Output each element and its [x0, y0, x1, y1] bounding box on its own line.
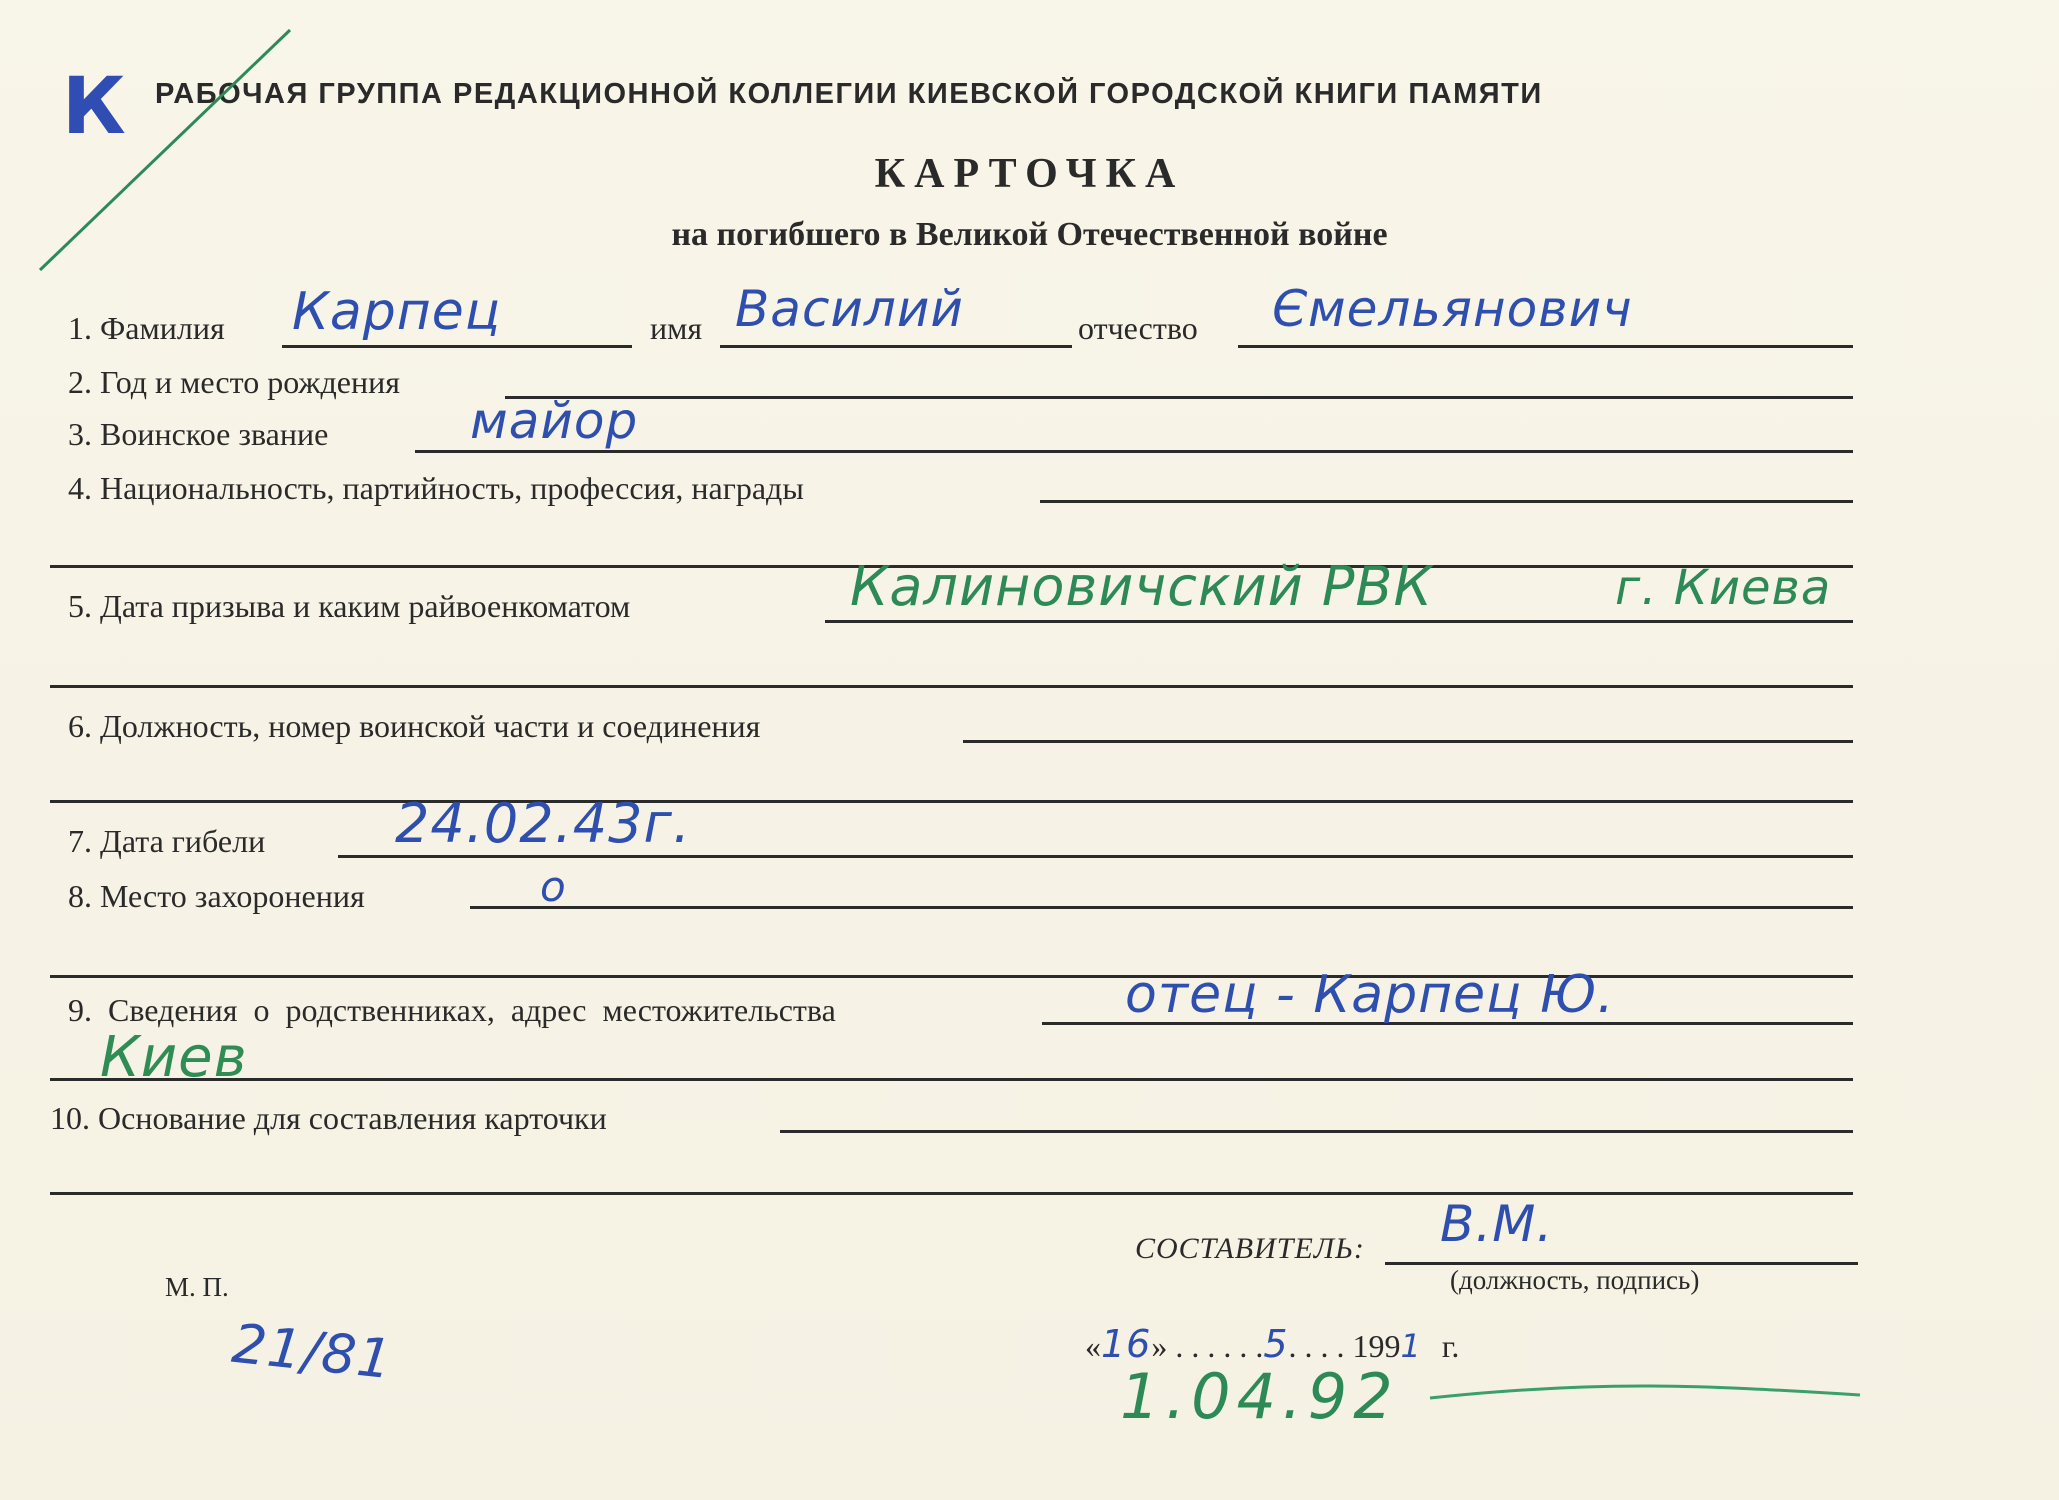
field-6-label: 6. Должность, номер воинской части и соединения: [68, 708, 761, 744]
field-9-value: отец - Карпец Ю.: [1125, 965, 1615, 1025]
field-8-value: о: [540, 862, 567, 911]
green-date-note: 1.04.92: [1120, 1360, 1399, 1433]
corner-slash-stroke: [40, 30, 290, 270]
field-1-surname-value: Карпец: [292, 282, 502, 342]
stamp-number: 21/81: [229, 1311, 396, 1392]
field-5-label: 5. Дата призыва и каким райвоенкоматом: [68, 588, 631, 624]
green-note-underline-stroke: [1430, 1386, 1860, 1398]
field-7-value: 24.02.43г.: [395, 792, 692, 855]
header-line: РАБОЧАЯ ГРУППА РЕДАКЦИОННОЙ КОЛЛЕГИИ КИЕВСКОЙ ГОРОДСКОЙ КНИГИ ПАМЯТИ: [155, 78, 1543, 110]
field-3-label: 3. Воинское звание: [68, 416, 329, 452]
date-suffix: г.: [1441, 1328, 1460, 1364]
date-mid: » . . . . . .: [1151, 1328, 1264, 1364]
field-10-label: 10. Основание для составления карточки: [50, 1100, 607, 1136]
field-1-patronymic-label: отчество: [1078, 310, 1198, 346]
date-year-digit: 1: [1400, 1327, 1422, 1365]
date-month: 5: [1263, 1322, 1289, 1366]
date-dots: . . . . 199: [1288, 1328, 1401, 1364]
card-title: КАРТОЧКА: [874, 151, 1185, 197]
corner-mark: К: [62, 62, 127, 152]
field-1-name-label: имя: [650, 310, 703, 346]
field-7-label: 7. Дата гибели: [68, 823, 266, 859]
field-2-label: 2. Год и место рождения: [68, 364, 400, 400]
field-1-patronymic-value: Ємельянович: [1272, 280, 1633, 338]
field-9-value-continued: Киев: [100, 1025, 248, 1090]
date-day: 16: [1101, 1322, 1152, 1366]
compiler-label: СОСТАВИТЕЛЬ:: [1135, 1232, 1365, 1265]
stamp-label: М. П.: [165, 1272, 229, 1302]
field-5-value-city: г. Киева: [1615, 560, 1832, 616]
position-note: (должность, подпись): [1450, 1265, 1700, 1295]
field-3-value: майор: [470, 392, 639, 450]
field-5-value: Калиновичский РВК: [850, 555, 1433, 618]
field-9-label: 9. Сведения о родственниках, адрес местожительства: [68, 992, 836, 1028]
field-8-label: 8. Место захоронения: [68, 878, 365, 914]
date-prefix: «: [1085, 1328, 1101, 1364]
field-4-label: 4. Национальность, партийность, профессия, награды: [68, 470, 804, 506]
compiler-signature: В.М.: [1440, 1195, 1554, 1253]
field-1-name-value: Василий: [735, 280, 964, 338]
field-1-label: 1. Фамилия: [68, 310, 225, 346]
card-subtitle: на погибшего в Великой Отечественной войне: [671, 216, 1388, 253]
